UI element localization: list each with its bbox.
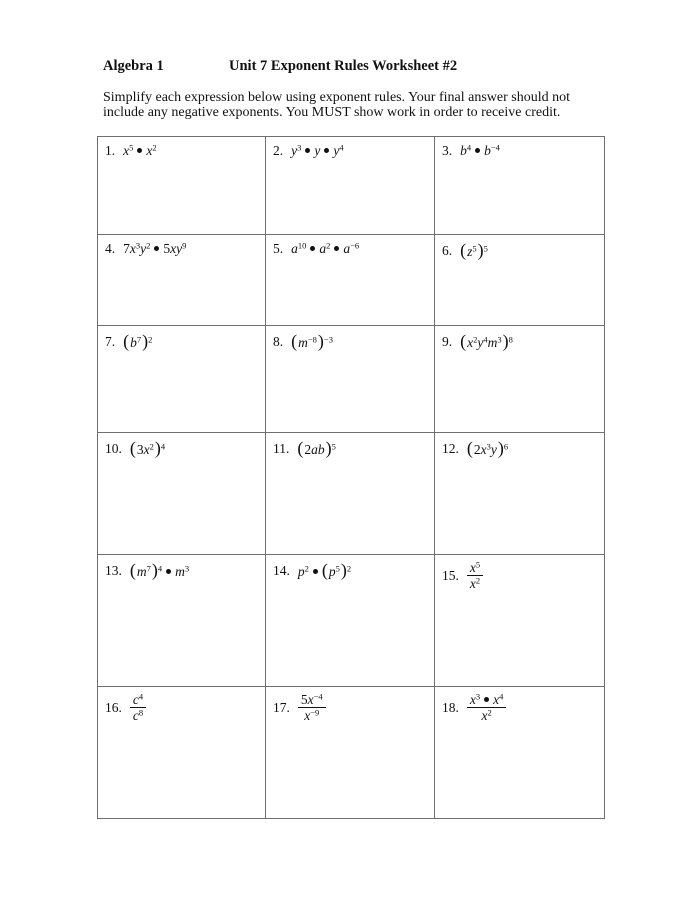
problem-18 [442,693,506,722]
problem-13 [105,561,189,580]
problem-2 [273,143,344,159]
problem-9 [442,332,513,351]
instructions [103,90,603,120]
expression: $x^5$ $x^2$ [123,142,157,158]
problem-cell-1 [98,137,266,235]
fraction: $\frac{x^3 x^4}{x^2}$ [467,693,507,722]
problem-number: 4. [105,241,116,256]
problem-number: 6. [442,242,453,258]
multiply-dot [324,148,329,153]
course-name: Algebra 1 [103,58,164,74]
problem-cell-14 [266,555,435,687]
expression: $b^4$ $b^{-4}$ [460,142,500,158]
problem-number: 10. [105,440,122,456]
problem-number: 15. [442,567,459,583]
problem-6 [442,241,488,260]
problem-5 [273,241,359,257]
problem-cell-10 [98,433,266,555]
problem-cell-11 [266,433,435,555]
problem-cell-7 [98,326,266,433]
multiply-dot [154,246,159,251]
problem-17 [273,693,326,722]
problem-16 [105,693,146,722]
multiply-dot [484,697,489,702]
problem-cell-8 [266,326,435,433]
problem-cell-12 [435,433,605,555]
problem-number: 14. [273,562,290,578]
expression: $(m^7)^4$ $m^3$ [129,560,190,580]
multiply-dot [310,246,315,251]
problem-14 [273,561,351,580]
problem-3 [442,143,500,159]
problem-cell-15 [435,555,605,687]
problem-cell-6 [435,235,605,326]
problem-8 [273,332,333,351]
multiply-dot [305,148,310,153]
expression: $(z^5)^5$ [460,240,488,260]
multiply-dot [166,569,171,574]
problem-number: 9. [442,333,453,349]
problem-number: 16. [105,699,122,715]
problem-cell-2 [266,137,435,235]
expression: $(2x^3y)^6$ [466,438,509,458]
expression: $p^2$ $(p^5)^2$ [297,560,352,580]
problem-number: 7. [105,333,116,349]
multiply-dot [137,148,142,153]
expression: $(x^2y^4m^3)^8$ [460,331,513,351]
fraction: $\frac{5x^{-4}}{x^{-9}}$ [298,693,326,722]
multiply-dot [313,569,318,574]
problem-number: 5. [273,241,284,256]
problem-number: 2. [273,143,284,158]
expression: $(3x^2)^4$ [129,438,166,458]
problem-7 [105,332,152,351]
problem-cell-4 [98,235,266,326]
instructions-line-2: include any negative exponents. You MUST show work in order to receive credit. [103,105,561,120]
expression: $(2ab)^5$ [297,438,336,458]
problem-15 [442,561,483,590]
problem-number: 13. [105,562,122,578]
problem-grid [97,136,605,819]
fraction: $\frac{c^4}{c^8}$ [130,693,146,722]
expression: $(m^{-8})^{-3}$ [291,331,333,351]
problem-cell-13 [98,555,266,687]
problem-1 [105,143,157,159]
problem-number: 12. [442,440,459,456]
fraction: $\frac{x^5}{x^2}$ [467,561,483,590]
worksheet-title: Unit 7 Exponent Rules Worksheet #2 [229,58,458,74]
expression: $(b^7)^2$ [123,331,153,351]
problem-number: 11. [273,440,290,456]
problem-cell-16 [98,687,266,819]
problem-number: 1. [105,143,116,158]
multiply-dot [334,246,339,251]
problem-number: 8. [273,333,284,349]
expression: $y^3$ y $y^4$ [291,142,344,158]
problem-number: 18. [442,699,459,715]
problem-12 [442,439,508,458]
problem-11 [273,439,336,458]
problem-cell-18 [435,687,605,819]
expression: $a^{10}$ $a^2$ $a^{-6}$ [291,240,360,256]
problem-cell-5 [266,235,435,326]
instructions-line-1: Simplify each expression below using exponent rules. Your final answer should not [103,90,570,105]
problem-number: 3. [442,143,453,158]
problem-cell-3 [435,137,605,235]
problem-cell-9 [435,326,605,433]
expression: $7x^3y^2$ $5xy^9$ [123,240,187,256]
problem-4 [105,241,186,257]
problem-10 [105,439,165,458]
multiply-dot [475,148,480,153]
problem-cell-17 [266,687,435,819]
problem-number: 17. [273,699,290,715]
